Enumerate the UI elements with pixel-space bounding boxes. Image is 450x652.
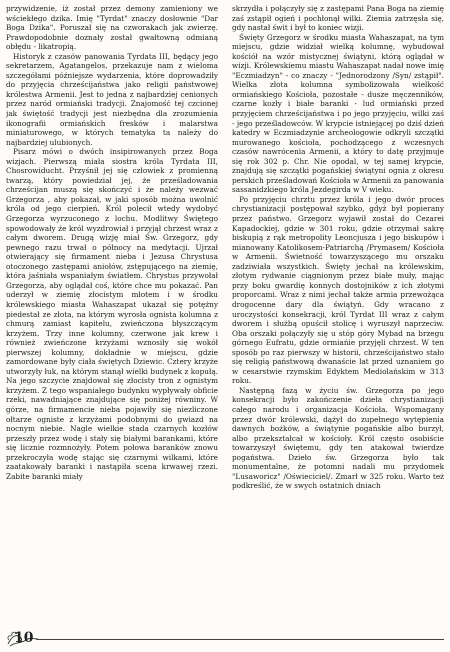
page-footer [6, 628, 444, 648]
paragraph: Pisarz mówi o dwóch insipirowanych przez Boga wizjach. Pierwszą miała siostra króla Tyrdata III, Chosrowiducht. Przyśnił jej się człowiek z promienną twarzą, który powiedział jej, że prześladowania chrześcijan muszą się skończyć i że należy wezwać Grzegorza , aby pokazał, w jaki sposób można uwolnić króla od jego cierpień. Król polecił wtedy wydobyć Grzegorza wyrzuconego z lochu. Modlitwy Świętego spowodowały że król wyzdrowiał i przyjął chrzest wraz z całym dworem. Drugą wizję miał Św. Grzegorz, gdy pewnego razu trwał o północy na medytacji. Ujrzał otwierający się firmament nieba i Jezusa Chrystusa otoczonego zastępami aniołów, zstępującego na ziemię, która jaśniała wspaniałym światłem. Chrystus przywołał Grzegorza, aby oglądał coś, które chce mu pokazać. Pan uderzył w ziemię złocistym młotem i w środku królewskiego miasta Wahaszapat ukazał się potężny piedestał ze złota, na którym wyrosła ognista kolumna z chmurą zamiast kapitelu, zwieńczona błyszczącym krzyżem. Trzy inne kolumny, czerwone jak krew i również zwieńczone krzyżami wznosiły się wokół pierwszej kolumny, dokładnie w miejscu, gdzie zamordowane były ciała świętych Dziewic. Cztery krzyże utworzyły łuk, na którym stanął wielki budynek z kopułą. Na jego szczycie znajdował się złocisty tron z ognistym krzyżem. Z tego wspaniałego budynku wypływały obficie rzeki, nawadniające znajdujące się poniżej równiny. W górze, na firmamencie nieba pojawiły się niezliczone ołtarze ogniste z krzyżami podobnymi do gwiazd na nocnym niebie. Nagle wielkie stada czarnych kozłów przeszły przez wodę i stały się białymi barankami, które się licznie rozmnożyły. Potem połowa baranków znowu przekroczyła wodę stając się czarnymi wilkami, które zaatakowały baranki i nastąpiła scena krwawej rzezi. Zabite baranki miały [6, 147, 218, 481]
document-page [6, 4, 444, 632]
paragraph: przywidzenie, iż został przez demony zamieniony we wściekłego dzika. Imię "Tyrdat" znaczy dosłownie "Dar Boga Dzika". Poruszał się na czworakach jak zwierzę. Prawdopodobnie doznały został gwałtowną odmianą obłędu - likatropią. [6, 4, 218, 52]
footer-rule [36, 639, 444, 640]
paragraph: skrzydła i połączyły się z zastępami Pana Boga na ziemię zaś zstąpił ogień i pochłonął wilki. Ziemia zatrzęsła się, gdy nastał świt i był to koniec wizji. [232, 4, 444, 33]
paragraph: Święty Grzegorz w środku miasta Wahaszapat, na tym miejscu, gdzie widział wielką kolumnę, wybudował kościół na wzór mistycznej świątyni, którą oglądał w wizji. Królewskiemu miastu Wahaszapat nadał nowe imię "Eczmiadzyn" - co znaczy - "Jednorodzony /Syn/ zstąpił". Wielka złota kolumna symbolizowała wielkość ormiańskiego Kościoła, pozostałe - dusze męczenników, czarne kozły i białe baranki - lud ormiański przed przyjęciem chrześcijaństwa i po jego przyjęciu, wilki zaś - jego prześladowców. W krypcie istniejącej po dziś dzień katedry w Eczmiadzynie archeologowie odkryli szczątki murowanego kościoła, pochodzącego z wczesnych czasów nawrócenia Armenii, a który to datę przyjmuje się rok 302 p. Chr. Nie opodal, w tej samej krypcie, znajdują się szczątki pogańskiej świątyni ognia z okresu perskich prześladowań Kościoła w Armenii za panowania sassanidzkiego króla Jezdegirda w V wieku. [232, 32, 444, 195]
page-number: 10 [14, 630, 34, 646]
left-column [6, 4, 218, 632]
paragraph: Po przyjęciu chrztu przez króla i jego dwór proces chrystianizacji postępował szybko, gdyż był popierany przez państwo. Grzegorz wyjawił został do Cezarei Kapadockiej, gdzie w 301 roku, gdzie otrzymał sakrę biskupią z rąk metropolity Leoncjusza i jego biskupów i mianowany Katolikosem-Patriarchą /Prymasem/ Kościoła w Armenii. Świetność towarzyszącego mu orszaku zadziwiała wszystkich. Święty jechał na królewskim, złotym rydwanie ciągnionym przez białe muły, mając przy boku gwardię konnych dostojników z ich złotymi proporcami. Wraz z nimi jechał także armia przewożąca drogocenne dary dla świątyń. Gdy wracano z uroczystości konsekracji, król Tyrdat III wraz z całym dworem i służbą opuścił stolicę i wyruszył naprzeciw. Oba orszaki połączyły się u stóp góry Mybad na brzegu górnego Eufratu, gdzie ormiańie przyjęli chrzest. W ten sposób po raz pierwszy w historii, chrześcijaństwo stało się religią państwową dwanaście lat przed uznaniem go w cesarstwie rzymskim Edyktem Mediolańskim w 313 roku. [232, 194, 444, 386]
paragraph: Następną fazą w życiu św. Grzegorza po jego konsekracji było zakończenie dzieła chrystianizacji całego narodu i organizacja Kościoła. Wspomagany przez dwór królewski, dążył do zupełnego wytępienia dawnych bożków, a świątynie pogańskie albo burzył, albo przekształcał w kościoły. Król często osobiście towarzyszył świętemu, gdy ten atakował twierdze pogaństwa. Dzieło św. Grzegorza było tak monumentalne, że potomni nadali mu przydomek "Lusaworicz" /Oświeciciel/. Zmarł w 325 roku. Warto też podkreślić, że w swych ostatnich dniach [232, 385, 444, 491]
right-column [232, 4, 444, 632]
paragraph: Historyk z czasów panowania Tyrdata III, będący jego sekretarzem, Agatangelos, przekazuje nam z wieloma szczegółami późniejsze wydarzenia, które doprowadziły do przyjęcia chrześcijaństwa jako religii państwowej królestwa Armenii. Jest to jedna z najbardziej cenionych przez naród ormiański tradycji. Znajomość tej czcionej jak świętość tradycji jest niezbędna dla zrozumienia ikonografii ormiańskich fresków i malarstwa miniaturowego, w których tematyka ta należy do najbardziej ulubionych. [6, 51, 218, 147]
